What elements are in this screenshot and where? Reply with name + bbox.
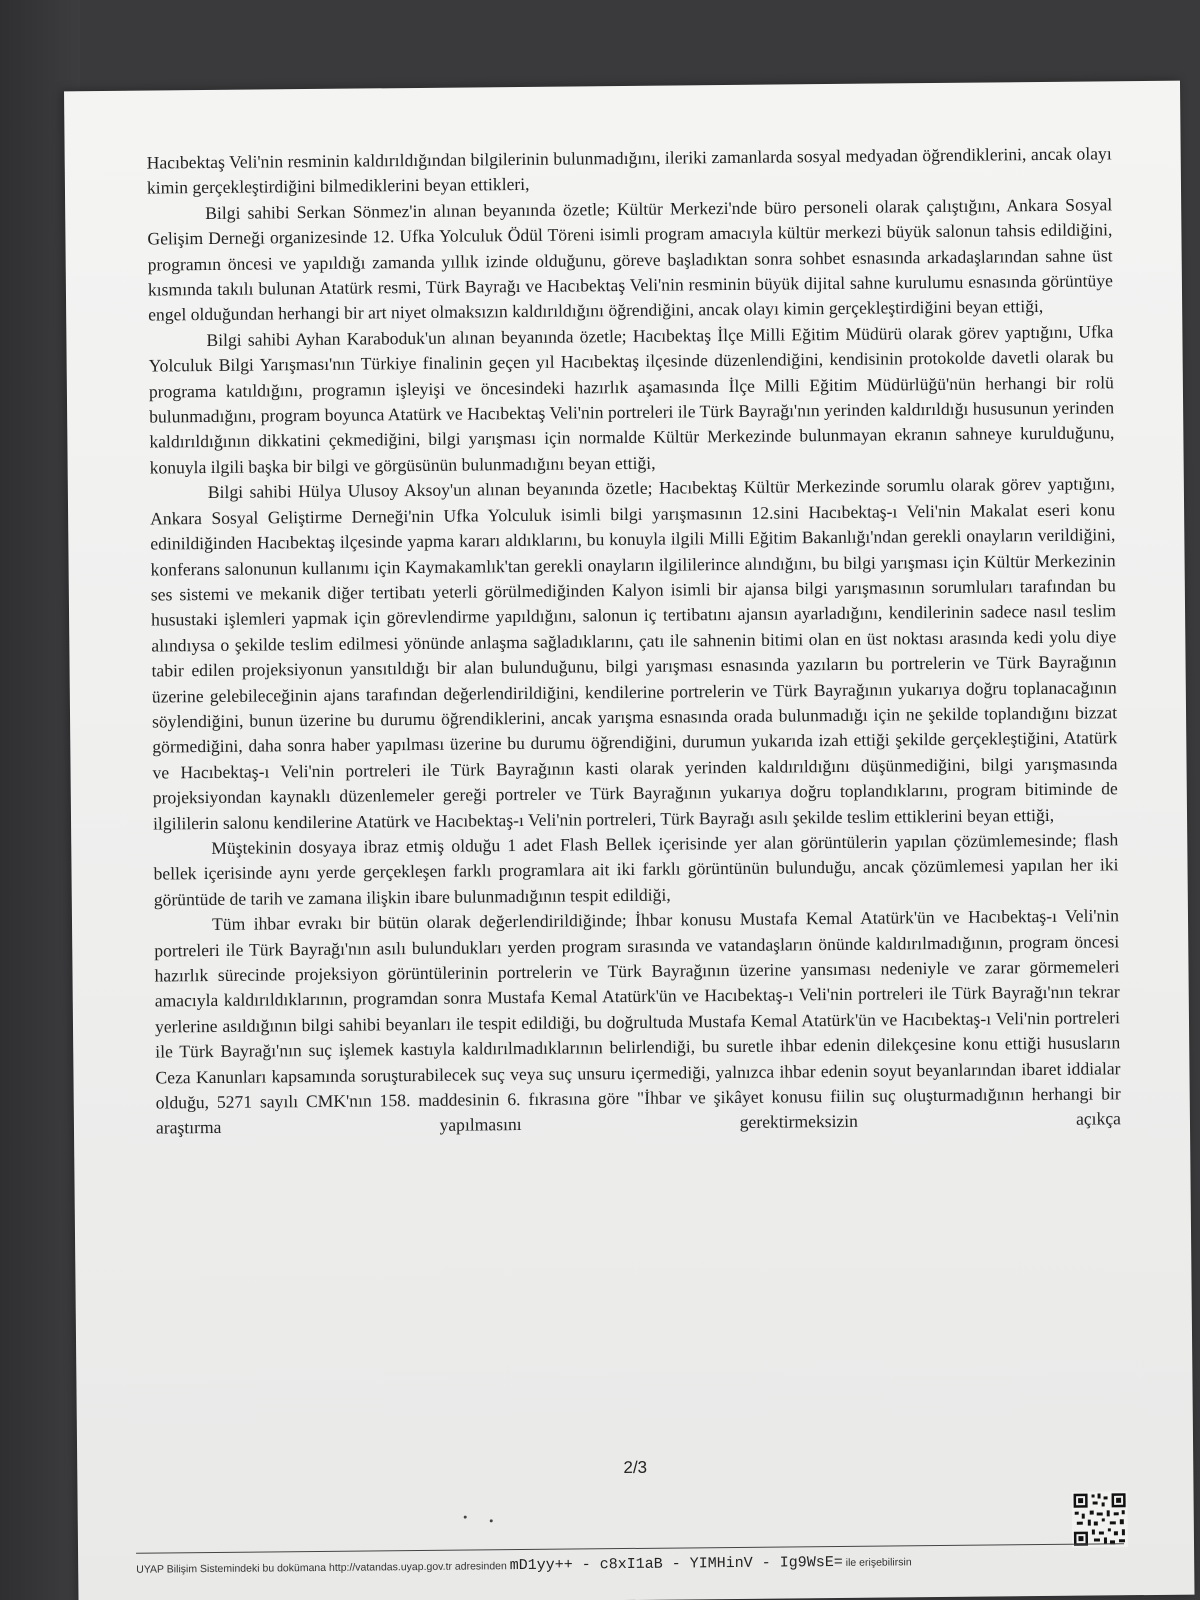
footer-suffix: ile erişebilirsin (845, 1556, 912, 1569)
paragraph-6: Tüm ihbar evrakı bir bütün olarak değerlendirildiğinde; İhbar konusu Mustafa Kemal Atatürk'ün ve Hacıbektaş-ı Veli'nin portreleri ile Türk Bayrağı'nın asılı bulundukları yerden program sırasında ve vatandaşların önünde kaldırılmadığının, program öncesi hazırlık sürecinde projeksiyon görüntülerinin portrelerin ve Türk Bayrağının üzerine yansıması nedeniyle ve zarar görmemeleri amacıyla kaldırıldıklarının, programdan sonra Mustafa Kemal Atatürk'ün ve Hacıbektaş-ı Veli'nin portreleri ile Türk Bayrağı'nın tekrar yerlerine asıldığının bilgi sahibi beyanları ile tespit edildiği, bu doğrultuda Mustafa Kemal Atatürk'ün ve Hacıbektaş-ı Veli'nin portreleri ile Türk Bayrağı'nın suç işlemek kastıyla kaldırılmadıklarının belirlendiği, bu suretle ihbar edenin dilekçesine konu ettiği hususların Ceza Kanunları kapsamında soruşturabilecek suç veya suç unsuru içermediği, yalnızca ihbar edenin soyut beyanlarından ibaret iddialar olduğu, 5271 sayılı CMK'nın 158. maddesinin 6. fıkrasına göre "İhbar ve şikâyet konusu fiilin suç oluşturmadığının herhangi bir araştırma yapılmasını gerektirmeksizin açıkça (154, 905, 1122, 1138)
paragraph-3: Bilgi sahibi Ayhan Karaboduk'un alınan beyanında özetle; Hacıbektaş İlçe Milli Eğitim Müdürü olarak görev yaptığını, Ufka Yolculuk Bilgi Yarışması'nın Türkiye finalinin geçen yıl Hacıbektaş ilçesinde düzenlendiğini, kendisinin protokolde davetli olarak bu programa katıldığını, programın işleyişi ve öncesindeki hazırlık aşamasında İlçe Milli Eğitim Müdürlüğü'nün herhangi bir rolü bulunmadığını, program boyunca Atatürk ve Hacıbektaş Veli'nin portreleri ile Türk Bayrağı'nın yerinden kaldırıldığı hususunun yerinden kaldırıldığının dikkatini çekmediğini, bilgi yarışması için normalde Kültür Merkezinde bulunmayan ekranın sahneye kurulduğunu, konuyla ilgili başka bir bilgi ve görgüsünün bulunmadığını beyan ettiği, (148, 321, 1115, 478)
ink-dot (490, 1519, 493, 1522)
paragraph-2: Bilgi sahibi Serkan Sönmez'in alınan beyanında özetle; Kültür Merkezi'nde büro personeli olarak çalıştığını, Ankara Sosyal Gelişim Derneği organizesinde 12. Ufka Yolculuk Ödül Töreni isimli program amacıyla kültür merkezi büyük salonun tahsis edildiğini, programın öncesi ve yapıldığı zamanda yıllık izinde olduğunu, göreve başladıktan sonra sohbet esnasında arkadaşlarından sahne üst kısmında takılı bulunan Atatürk resmi, Türk Bayrağı ve Hacıbektaş Veli'nin resminin büyük dijital sahne kurulumu esnasında görüntüye engel olduğundan herhangi bir art niyet olmaksızın kaldırıldığını öğrendiğini, ancak olayı kimin gerçekleştirdiğini beyan ettiği, (147, 194, 1113, 325)
page-number: 2/3 (623, 1457, 648, 1478)
paragraph-1: Hacıbektaş Veli'nin resminin kaldırıldığından bilgilerinin bulunmadığını, ileriki zamanlarda sosyal medyadan öğrendiklerini, ancak olayı kimin gerçekleştirdiğini bilmediklerini beyan ettikleri, (146, 143, 1112, 198)
paragraph-5: Müştekinin dosyaya ibraz etmiş olduğu 1 adet Flash Bellek içerisinde yer alan görüntülerin yapılan çözümlemesinde; flash bellek içerisinde aynı yerde gerçekleşen farklı programlara ait iki farklı görüntünün bulunduğu, ancak çözümlemesi yapılan her iki görüntüde de tarih ve zamana ilişkin ibare bulunmadığının tespit edildiği, (153, 829, 1119, 910)
footer-verification (136, 1551, 1136, 1578)
ink-dot (464, 1516, 467, 1519)
document-page (64, 81, 1194, 1600)
verification-code: mD1yy++ - c8xI1aB - YIMHinV - Ig9WsE= (509, 1553, 843, 1575)
document-body (147, 141, 1121, 1141)
qr-code-icon (1072, 1491, 1129, 1548)
footer-prefix: UYAP Bilişim Sistemindeki bu dokümana http://vatandas.uyap.gov.tr adresinden (136, 1560, 507, 1576)
paragraph-4: Bilgi sahibi Hülya Ulusoy Aksoy'un alınan beyanında özetle; Hacıbektaş Kültür Merkezinde sorumlu olarak görev yaptığını, Ankara Sosyal Geliştirme Derneği'nin Ufka Yolculuk isimli bilgi yarışmasının 12.sini Hacıbektaş-ı Veli'nin Makalat eseri konu edinildiğinden Hacıbektaş ilçesinde yapma kararı aldıklarını, bu konuyla ilgili Milli Eğitim Bakanlığı'ndan gerekli onayların verildiğini, konferans salonunun kullanımı için Kaymakamlık'tan gerekli onayların ilgililerince alındığını, bu bilgi yarışması için Kültür Merkezinin ses sistemi ve mekanik diğer tertibatı yeterli görülmediğinden Kalyon isimli bir ajansa bilgi yarışmasının sorumluları tarafından bu husustaki işlemleri yapmak için görevlendirme yapıldığını, salonun iç tertibatını ajansın ayarladığını, kendilerinin sadece nasıl teslim alındıysa o şekilde teslim edilmesi yönünde anlaşma sağladıklarını, çatı ile sahnenin bitimi olan en üst noktası arasında kedi yolu diye tabir edilen projeksiyonun yansıtıldığı bir alan bulunduğunu, bilgi yarışması esnasında yazıların bu portrelerin ve Türk Bayrağının üzerine gelebileceğinin ajans tarafından değerlendirildiğini, kendilerine portrelerin ve Türk Bayrağının yukarıya doğru toplanacağının söylendiğini, bunun üzerine bu durumu öğrendiklerini, ancak yarışma esnasında orada bulunmadığı için ne şekilde toplandığını bizzat görmediğini, daha sonra haber yapılması üzerine bu durumu öğrendiğini, durumun yukarıda izah ettiği şekilde gerçekleştiğini, Atatürk ve Hacıbektaş-ı Veli'nin portreleri ile Türk Bayrağının kasti olarak yerinden kaldırıldığını düşünmediğini, bilgi yarışmasında projeksiyondan kaynaklı düzenlemeler gereği portreler ve Türk Bayrağının yukarıya doğru toplandıklarını, program bitiminde de ilgililerin salonu kendilerine Atatürk ve Hacıbektaş-ı Veli'nin portreleri, Türk Bayrağı asılı şekilde teslim ettiklerini beyan ettiği, (150, 473, 1118, 834)
